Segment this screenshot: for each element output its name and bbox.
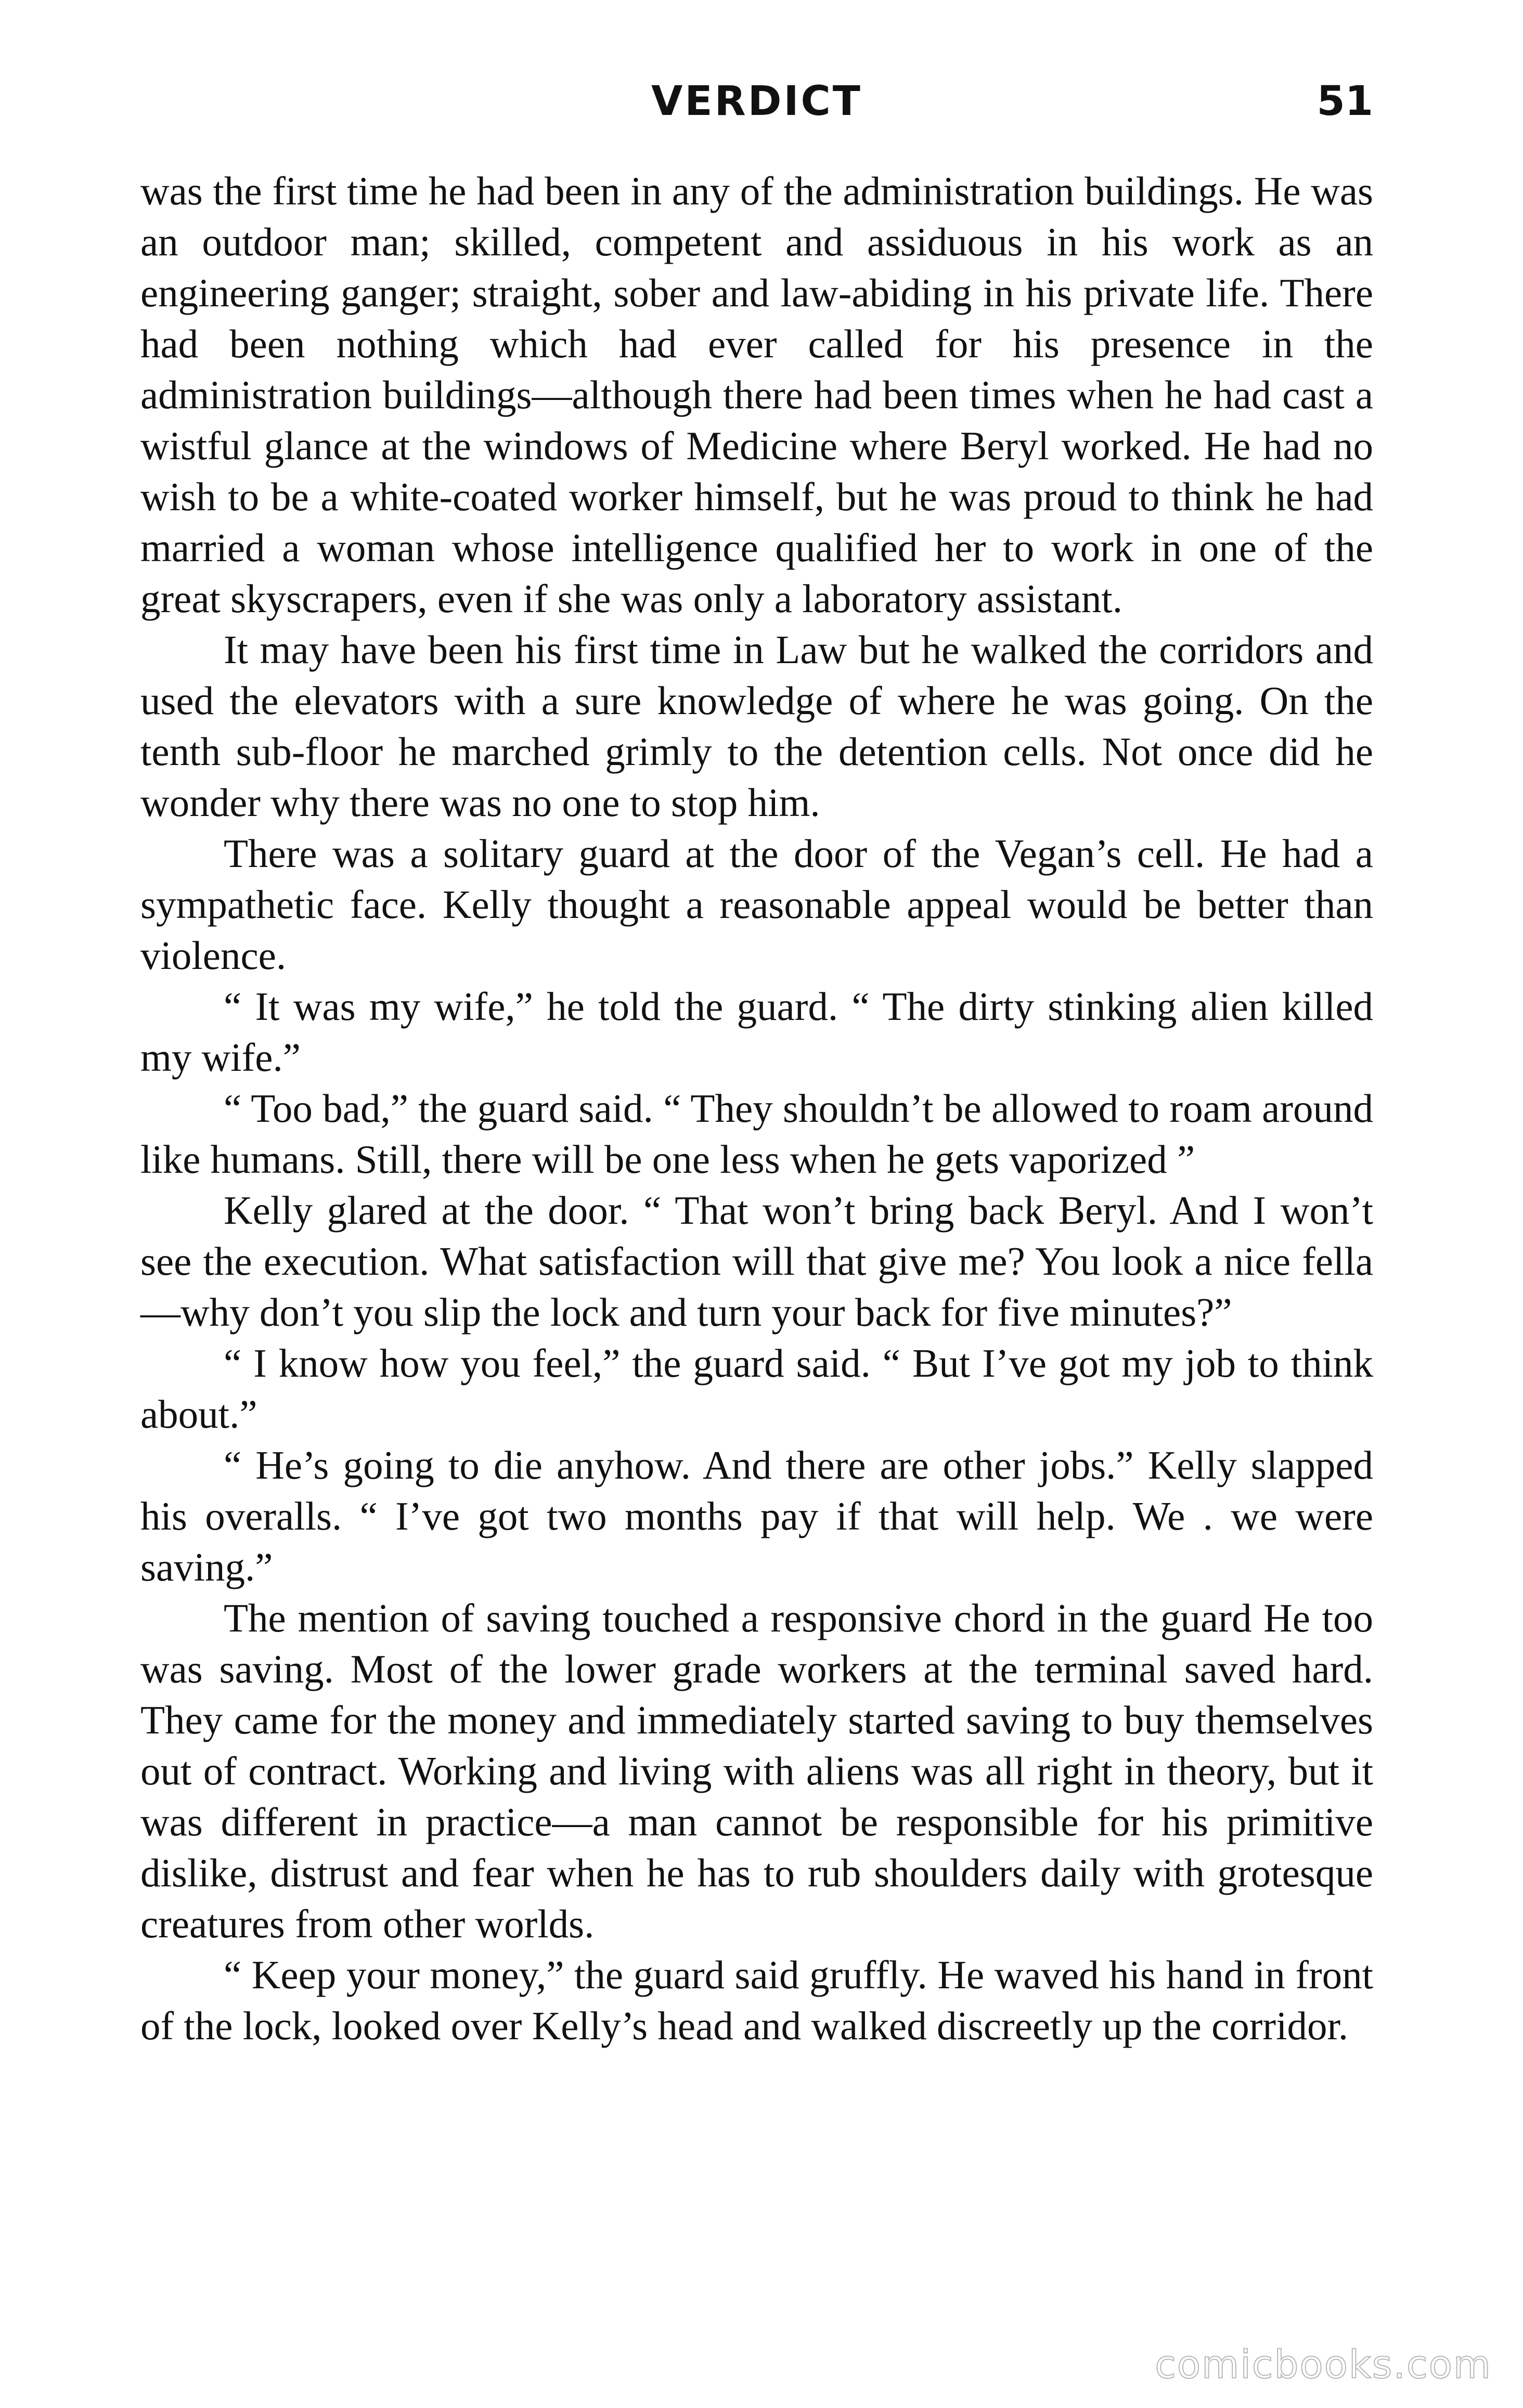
body-text (140, 165, 1373, 2051)
page-number: 51 (1317, 78, 1373, 125)
paragraph: Kelly glared at the door. “ That won’t bring back Beryl. And I won’t see the execution. What satisfaction will that give me? You look a nice fella—why don’t you slip the lock and turn your back for five minutes?” (140, 1188, 1373, 1335)
paragraph: “ Too bad,” the guard said. “ They shouldn’t be allowed to roam around like humans. Still, there will be one less when he gets vaporized ” (140, 1086, 1373, 1182)
paragraph: There was a solitary guard at the door of the Vegan’s cell. He had a sympathetic face. Kelly thought a reasonable appeal would be better than violence. (140, 831, 1373, 978)
watermark: comicbooks.com (1155, 2342, 1492, 2387)
paragraph: “ I know how you feel,” the guard said. “ But I’ve got my job to think about.” (140, 1341, 1373, 1436)
paragraph: “ It was my wife,” he told the guard. “ The dirty stinking alien killed my wife.” (140, 984, 1373, 1080)
paragraph: “ He’s going to die anyhow. And there are other jobs.” Kelly slapped his overalls. “ I’ve got two months pay if that will help. We . we were saving.” (140, 1443, 1373, 1589)
paragraph: The mention of saving touched a responsive chord in the guard He too was saving. Most of the lower grade workers at the terminal saved hard. They came for the money and immediately started saving to buy themselves out of contract. Working and living with aliens was all right in theory, but it was different in practice—a man cannot be responsible for his primitive dislike, distrust and fear when he has to rub shoulders daily with grotesque creatures from other worlds. (140, 1596, 1373, 1946)
running-head: VERDICT (651, 78, 862, 125)
paragraph: was the first time he had been in any of the administration buildings. He was an outdoor man; skilled, competent and assiduous in his work as an engineering ganger; straight, sober and law-abiding in his private life. There had been nothing which had ever called for his presence in the administration buildings—although there had been times when he had cast a wistful glance at the windows of Medicine where Beryl worked. He had no wish to be a white-coated worker himself, but he was proud to think he had married a woman whose intelligence qualified her to work in one of the great skyscrapers, even if she was only a laboratory assistant. (140, 169, 1373, 621)
page-header (140, 73, 1373, 130)
paragraph: “ Keep your money,” the guard said gruffly. He waved his hand in front of the lock, looked over Kelly’s head and walked discreetly up the corridor. (140, 1952, 1373, 2048)
paragraph: It may have been his first time in Law but he walked the corridors and used the elevators with a sure knowledge of where he was going. On the tenth sub-floor he marched grimly to the detention cells. Not once did he wonder why there was no one to stop him. (140, 627, 1373, 825)
